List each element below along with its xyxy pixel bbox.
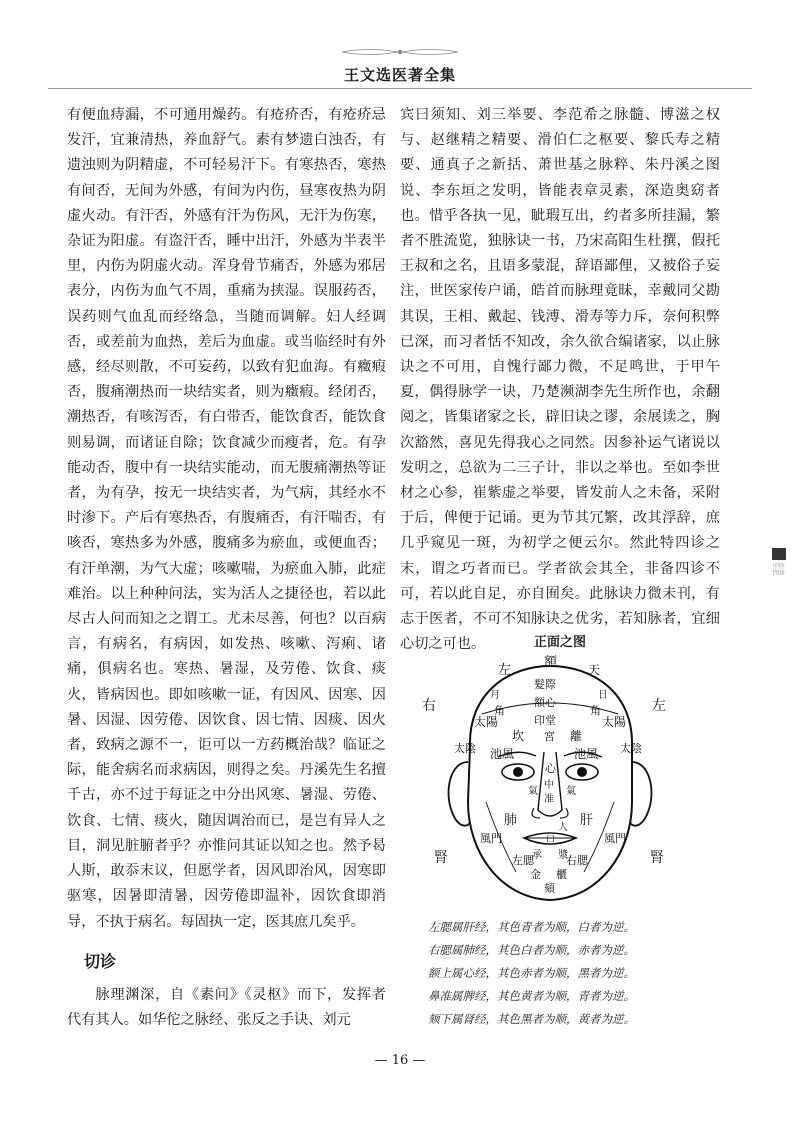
label-tian: 天 (588, 663, 601, 677)
running-header-title: 王文选医著全集 (343, 66, 456, 84)
label-zuo: 左 (498, 663, 512, 678)
label-shen-left: 腎 (434, 850, 448, 866)
label-e: 額 (544, 655, 558, 670)
label-zuo-qi: 左腮 (512, 854, 534, 867)
label-yue: 月 (490, 690, 500, 701)
right-ear (630, 762, 651, 826)
label-zhun: 准 (544, 794, 554, 805)
label-xin: 心 (545, 762, 556, 775)
page-number: — 16 — (374, 1053, 426, 1068)
label-jin: 金 (530, 868, 541, 881)
section-heading: 切诊 (84, 951, 117, 971)
caption-line: 右腮属肺经，其色白者为顺，赤者为逆。 (428, 943, 635, 957)
header-ornament (340, 47, 460, 57)
label-feng-right: 池風 (574, 747, 599, 761)
label-taiyin-right: 太陰 (620, 742, 642, 755)
label-ri: 日 (598, 690, 608, 701)
figure-captions (428, 916, 728, 1031)
body-paragraph: 宾曰须知、刘三举要、李范希之脉髓、博滋之权与、赵继精之精要、滑伯仁之枢要、黎氏寿之精要、通真子之新括、萧世基之脉粹、朱丹溪之图说、李东垣之发明，皆能表章灵素，深造奥窈者也。惜乎各执一见，眦瑕互出，约者多所挂漏，繁者不胜流览，独脉诀一书，乃宋高阳生杜撰，假托王叔和之名，且语多蒙混，辞语鄙俚，又被俗子妄注，世医家传户诵，皓首而脉理竟昧，幸戴同父勘其误，王相、戴起、钱溥、滑寿等力斥，奈何积弊已深，而习者恬不知改，余久欲合编诸家，以止脉诀之不可用，自愧行鄙力微，不足鸣世，于甲午夏，偶得脉学一诀，乃楚濒湖李先生所作也，余翻阅之，皆集诸家之长，辟旧诀之谬，余展读之，胸次豁然，喜见先得我心之同然。因参补运气诸说以发明之，总欲为二三子计，非以之举也。至如李世材之心参，崔紫虚之举要，皆发前人之未备，采附于后，俾便于记诵。更为节其冗繁，改其浮辞，庶几乎窥见一斑，为初学之便云尔。然此特四诊之末，谓之巧者而已。学者欲会其全，非备四诊不可，若以此自足，亦自囿矣。此脉诀力微未刊，有志于医者，不可不知脉诀之优劣，若知脉者，宜细心切之可也。 (400, 107, 720, 653)
face-diagram (420, 652, 680, 912)
label-mingmen-right: 風門 (604, 832, 626, 845)
label-facan: 髮際 (534, 678, 556, 691)
label-ren: 人 (558, 822, 568, 833)
label-jiao-right: 角 (590, 704, 601, 717)
right-column (400, 103, 720, 657)
side-tab-marker (772, 548, 786, 560)
label-feng-left: 池風 (490, 747, 515, 761)
label-taiyang-right: 太陽 (602, 715, 627, 729)
label-taiyang-left: 太陽 (474, 715, 499, 729)
left-column (67, 103, 386, 1033)
caption-line: 鼻准属脾经，其色黄者为顺，青者为逆。 (428, 989, 635, 1003)
label-you: 右 (422, 698, 436, 714)
label-shen-right: 腎 (650, 850, 664, 866)
label-yintang: 印堂 (534, 714, 556, 727)
header-rule (48, 88, 752, 89)
body-paragraph: 脉理渊深，自《素问》《灵枢》而下，发挥者代有其人。如华佗之脉经、张反之手诀、刘元 (67, 986, 386, 1028)
figure-title: 正面之图 (533, 635, 586, 650)
label-kan: 坎 (512, 729, 525, 743)
label-fenggong: 宮 (544, 730, 555, 743)
label-jie: 頦 (544, 882, 555, 895)
label-li: 離 (570, 729, 583, 743)
label-gan: 肝 (580, 813, 594, 828)
body-paragraph: 有便血痔漏，不可通用燥药。有疮疥否，有疮疥忌发汗，宜兼清热，养血舒气。素有梦遗白浊否，有遗浊则为阴精虚，不可轻易汗下。有寒热否，寒热有间否，无间为外感，有间为内伤，昼寒夜热为阴虚火动。有汗否，外感有汗为伤风，无汗为伤寒，杂证为阳虚。有盗汗否，睡中出汗，外感为半表半里，内伤为阴虚火动。浑身骨节痛否，外感为邪居表分，内伤为血气不周，重痛为挟湿。误服药否，误药则气血乱而经络急，当随而调解。妇人经调否，或差前为血热，差后为血虚。或当临经时有外感，经尽则散，不可妄药，以致有犯血海。有癥瘕否，腹痛潮热而一块结实者，则为癥瘕。经闭否，潮热否，有咳泻否，有白带否，能饮食否，能饮食则易调，而诸证自除；饮食减少而瘦者，危。有孕能动否，腹中有一块结实能动，而无腹痛潮热等证者，为有孕，按无一块结实者，为气病，其经水不时渗下。产后有寒热否，有腹痛否，有汗喘否，有咳否，寒热多为外感，腹痛多为瘀血，或便血否；有汗单潮，为气大虚；咳嗽喘，为瘀血入肺，此症难治。以上种种问法，实为活人之捷径也，若以此尽古人问而知之之谓工。尤未尽善，何也？以百病言，有病名，有病因，如发热、咳嗽、泻痢、诸痛，俱病名也。寒热、暑湿，及劳倦、饮食、痰火，皆病因也。即如咳嗽一证，有因风、因寒、因暑、因湿、因劳倦、因饮食、因七情、因痰、因火者，致病之源不一，讵可以一方药概治哉？临证之际，能舍病名而求病因，则得之矣。丹溪先生名擅千古，亦不过于每证之中分出风寒、暑湿、劳倦、饮食、七情、痰火，随因调治而已，是岂有异人之目，洞见脏腑者乎？亦惟问其证以知之也。然予曷人斯，敢忝末议，但愿学者，因风即治风，因寒即驱寒，因暑即清暑，因劳倦即温补，因饮食即消导，不执于病名。每固执一定，医其庶几矣乎。 (67, 107, 386, 930)
label-tinglan: 額心 (534, 696, 556, 709)
label-taiyin-left: 太陰 (454, 742, 476, 755)
label-jiang: 漿 (558, 850, 568, 861)
label-jiao-left: 角 (494, 704, 505, 717)
left-ear (449, 762, 470, 826)
caption-line: 左腮属肝经，其色青者为顺，白者为逆。 (428, 920, 635, 934)
label-fei: 肺 (504, 813, 518, 828)
label-qi-right: 氣 (566, 786, 576, 797)
label-you-qi: 右腮 (566, 854, 588, 867)
label-zuo2: 左 (652, 698, 666, 714)
label-gui: 櫃 (556, 868, 567, 881)
label-kou: 口 (546, 835, 556, 845)
caption-line: 额上属心经，其色赤者为顺，黑者为逆。 (428, 966, 635, 980)
caption-line: 颏下属肾经，其色黑者为顺，黄者为逆。 (428, 1012, 635, 1026)
label-mingmen-left: 風門 (480, 832, 502, 845)
label-qi-left: 氣 (528, 786, 538, 797)
side-tab-label: 中医四诊 (772, 563, 785, 577)
label-zhong: 中 (544, 780, 554, 791)
label-cheng: 承 (532, 850, 542, 861)
